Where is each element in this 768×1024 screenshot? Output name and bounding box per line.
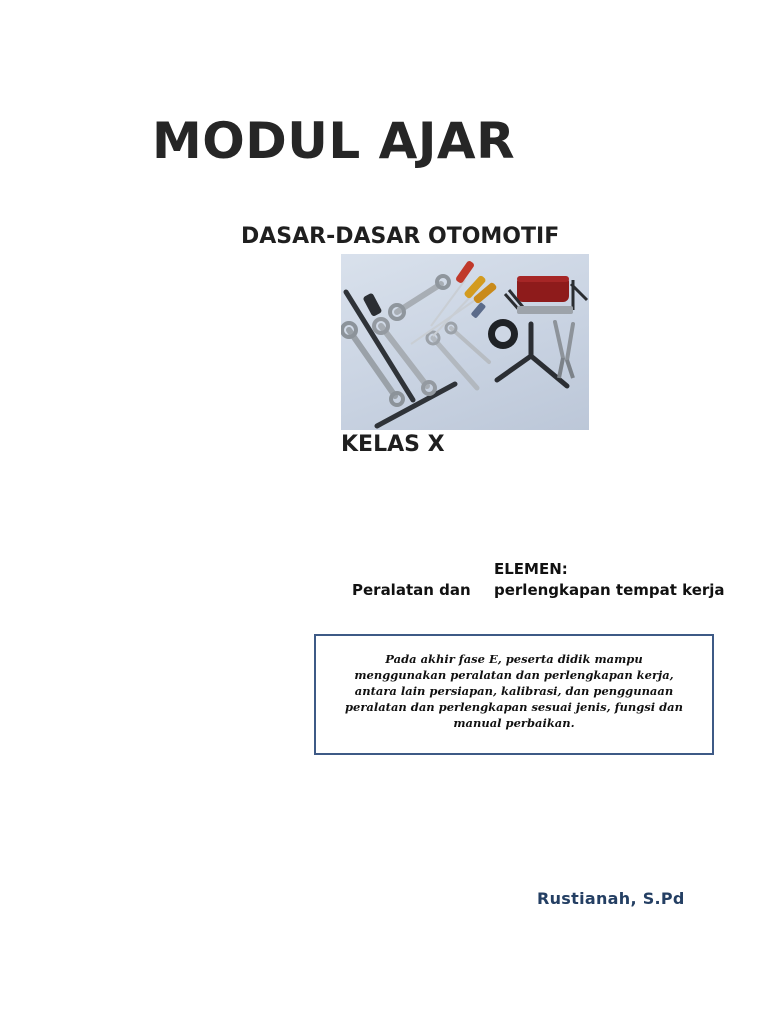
element-name-left: Peralatan dan — [352, 581, 471, 599]
author-name: Rustianah, S.Pd — [537, 889, 685, 908]
learning-objective-text: Pada akhir fase E, peserta didik mampu menggunakan peralatan dan perlengkapan kerja, antara lain persiapan, kalibrasi, dan penggunaan peralatan dan perlengkapan sesuai jenis, fungsi dan manual perbaikan. — [344, 652, 683, 730]
element-name-right: perlengkapan tempat kerja — [494, 581, 725, 599]
class-label: KELAS X — [341, 432, 445, 457]
learning-objective-box — [314, 634, 714, 755]
tools-photo — [341, 254, 589, 430]
subject-title: DASAR-DASAR OTOMOTIF — [241, 224, 560, 249]
page-title: MODUL AJAR — [152, 112, 516, 170]
element-label: ELEMEN: — [494, 560, 568, 578]
